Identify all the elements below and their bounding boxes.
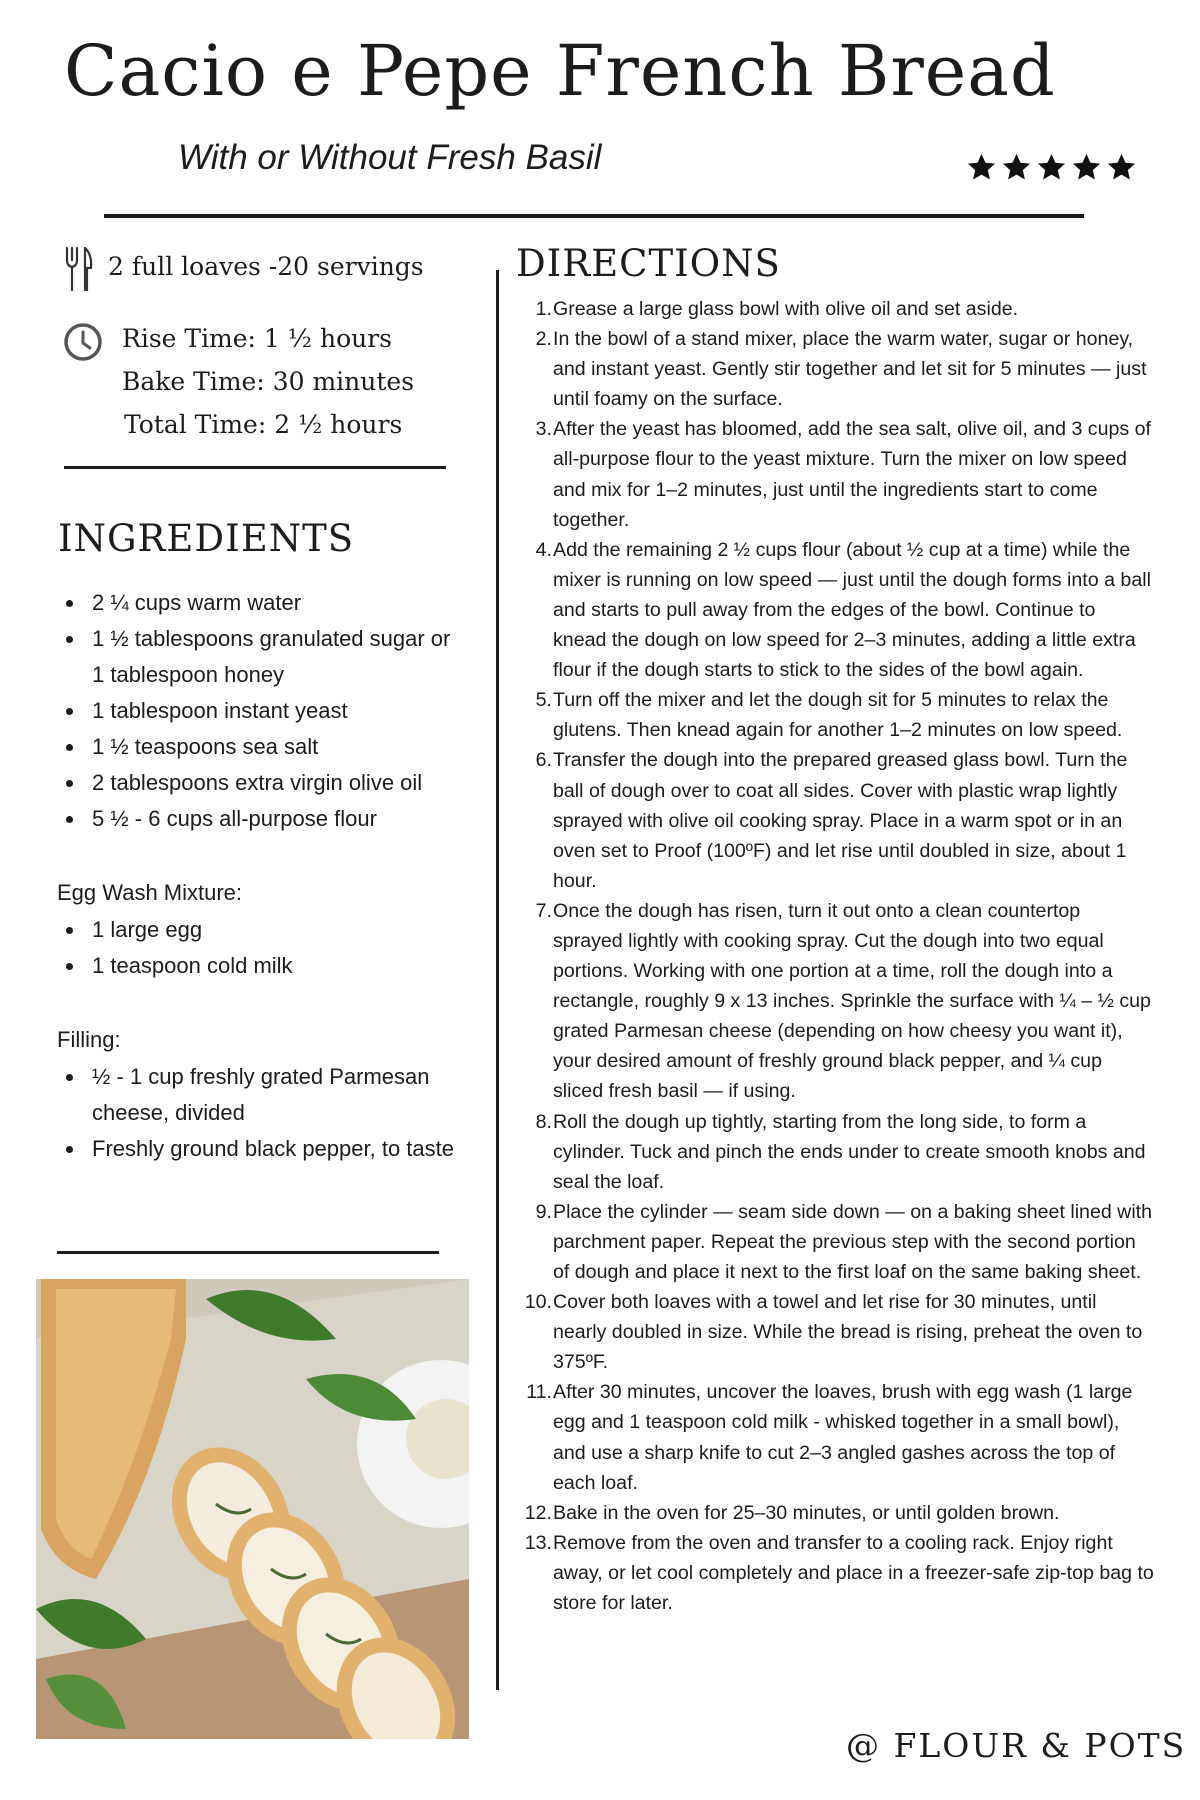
step-text: Transfer the dough into the prepared greased glass bowl. Turn the ball of dough over to coat all sides. Cover with plastic wrap lightly sprayed with olive oil cooking spray. Place in a warm spot or in an oven set to Proof (100ºF) and let rise until doubled in size, about 1 hour.	[553, 749, 1128, 892]
star-icon	[1036, 152, 1067, 183]
egg-wash-heading: Egg Wash Mixture:	[57, 880, 243, 905]
step-number: 1.	[535, 298, 552, 320]
ingredients-divider	[57, 1251, 439, 1254]
direction-step	[504, 1498, 1154, 1528]
filling-heading: Filling:	[57, 1027, 121, 1052]
servings-text: 2 full loaves -20 servings	[108, 252, 424, 281]
step-number: 12.	[524, 1501, 552, 1524]
list-item: 1 ½ teaspoons sea salt	[58, 729, 458, 765]
star-icon	[966, 152, 997, 183]
direction-step	[504, 324, 1154, 414]
step-number: 13.	[524, 1531, 552, 1554]
step-number: 7.	[535, 899, 552, 922]
filling-list	[58, 1059, 458, 1167]
step-number: 5.	[535, 689, 552, 712]
list-item: 1 teaspoon cold milk	[58, 948, 458, 984]
direction-step	[504, 294, 1154, 324]
step-text: Bake in the oven for 25–30 minutes, or until golden brown.	[553, 1501, 1060, 1524]
star-rating	[966, 152, 1137, 183]
directions-heading: DIRECTIONS	[516, 242, 781, 285]
step-text: Cover both loaves with a towel and let rise for 30 minutes, until nearly doubled in size. While the bread is rising, preheat the oven to 375ºF.	[553, 1291, 1143, 1374]
rise-time: Rise Time: 1 ½ hours	[122, 324, 392, 353]
step-text: After 30 minutes, uncover the loaves, brush with egg wash (1 large egg and 1 teaspoon cold milk - whisked together in a small bowl), and use a sharp knife to cut 2–3 angled gashes across the top of each loaf.	[553, 1381, 1133, 1494]
star-icon	[1001, 152, 1032, 183]
direction-step	[504, 745, 1154, 895]
step-text: Add the remaining 2 ½ cups flour (about ½ cup at a time) while the mixer is running on low speed — just until the dough forms into a ball and starts to pull away from the edges of the bowl. Continue to knead the dough on low speed for 2–3 minutes, adding a little extra flour if the dough starts to stick to the sides of the bowl again.	[553, 538, 1151, 682]
bread-photo	[36, 1279, 469, 1739]
direction-step	[504, 414, 1154, 534]
clock-icon	[63, 322, 103, 367]
star-icon	[1106, 152, 1137, 183]
total-time: Total Time: 2 ½ hours	[124, 410, 403, 439]
ingredients-heading: INGREDIENTS	[58, 517, 355, 560]
direction-step	[504, 1377, 1154, 1497]
step-text: After the yeast has bloomed, add the sea salt, olive oil, and 3 cups of all-purpose flour to the yeast mixture. Turn the mixer on low speed and mix for 1–2 minutes, just until the ingredients start to come together.	[553, 418, 1151, 531]
step-number: 11.	[526, 1381, 552, 1404]
column-divider	[496, 270, 499, 1690]
ingredients-list	[58, 585, 458, 837]
step-number: 4.	[535, 538, 552, 561]
list-item: 5 ½ - 6 cups all-purpose flour	[58, 801, 458, 837]
list-item: 1 large egg	[58, 912, 458, 948]
step-number: 9.	[535, 1200, 552, 1223]
list-item: ½ - 1 cup freshly grated Parmesan cheese, divided	[58, 1059, 458, 1131]
credit-text: @ FLOUR & POTS	[846, 1726, 1187, 1765]
direction-step	[504, 1107, 1154, 1197]
meta-divider	[64, 466, 446, 469]
step-text: Grease a large glass bowl with olive oil and set aside.	[553, 298, 1019, 320]
step-number: 2.	[535, 328, 552, 351]
step-number: 3.	[535, 418, 552, 441]
step-text: Remove from the oven and transfer to a cooling rack. Enjoy right away, or let cool completely and place in a freezer-safe zip-top bag to store for later.	[553, 1531, 1154, 1615]
step-text: Turn off the mixer and let the dough sit for 5 minutes to relax the glutens. Then knead again for another 1–2 minutes on low speed.	[553, 689, 1123, 742]
step-number: 6.	[535, 749, 552, 772]
recipe-title: Cacio e Pepe French Bread	[64, 30, 1056, 112]
star-icon	[1071, 152, 1102, 183]
recipe-subtitle: With or Without Fresh Basil	[178, 138, 602, 177]
list-item: Freshly ground black pepper, to taste	[58, 1131, 458, 1167]
direction-step	[504, 896, 1154, 1107]
directions-list	[504, 294, 1154, 1618]
list-item: 1 tablespoon instant yeast	[58, 693, 458, 729]
step-text: Once the dough has risen, turn it out onto a clean countertop sprayed lightly with cooking spray. Cut the dough into two equal portions. Working with one portion at a time, roll the dough into a rectangle, roughly 9 x 13 inches. Sprinkle the surface with ¼ – ½ cup grated Parmesan cheese (depending on how cheesy you want it), your desired amount of freshly ground black pepper, and ¼ cup sliced fresh basil — if using.	[553, 899, 1151, 1103]
header-divider	[104, 214, 1084, 218]
list-item: 2 tablespoons extra virgin olive oil	[58, 765, 458, 801]
direction-step	[504, 1528, 1154, 1618]
bake-time: Bake Time: 30 minutes	[122, 367, 415, 396]
direction-step	[504, 1197, 1154, 1287]
step-text: In the bowl of a stand mixer, place the warm water, sugar or honey, and instant yeast. Gently stir together and let sit for 5 minutes — just until foamy on the surface.	[553, 328, 1147, 411]
list-item: 1 ½ tablespoons granulated sugar or 1 tablespoon honey	[58, 621, 458, 693]
step-number: 8.	[535, 1110, 552, 1133]
step-text: Roll the dough up tightly, starting from the long side, to form a cylinder. Tuck and pinch the ends under to create smooth knobs and seal the loaf.	[553, 1110, 1146, 1193]
direction-step	[504, 535, 1154, 685]
step-number: 10.	[524, 1291, 552, 1314]
direction-step	[504, 1287, 1154, 1377]
egg-wash-list	[58, 912, 458, 984]
direction-step	[504, 685, 1154, 745]
fork-knife-icon	[64, 246, 94, 297]
step-text: Place the cylinder — seam side down — on a baking sheet lined with parchment paper. Repeat the previous step with the second portion of dough and place it next to the first loaf on the same baking sheet.	[553, 1200, 1153, 1283]
list-item: 2 ¼ cups warm water	[58, 585, 458, 621]
